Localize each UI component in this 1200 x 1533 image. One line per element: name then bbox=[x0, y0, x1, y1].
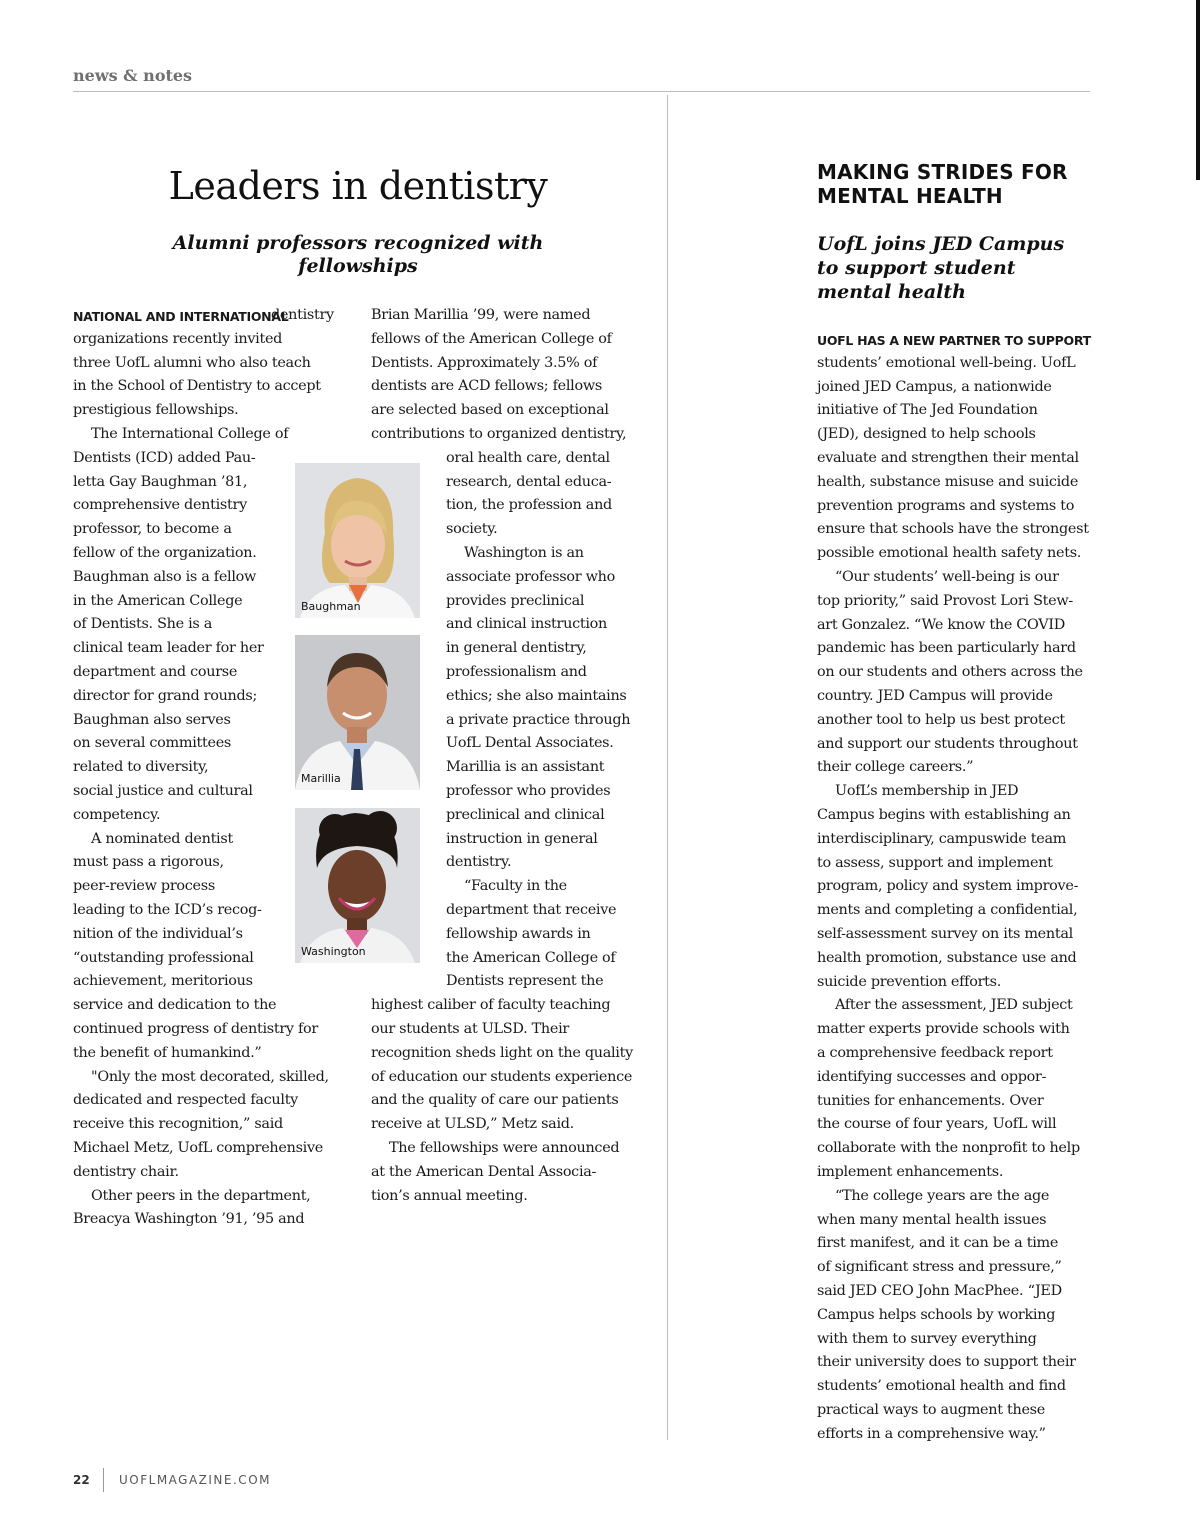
text-line: comprehensive dentistry bbox=[73, 497, 247, 514]
footer-site-link[interactable]: UOFLMAGAZINE.COM bbox=[119, 1473, 271, 1487]
text-line: tunities for enhancements. Over bbox=[817, 1092, 1044, 1109]
text-line: Dentists. Approximately 3.5% of bbox=[371, 354, 598, 371]
sidebar-deck: UofL joins JED Campus to support student mental health bbox=[817, 233, 1065, 303]
photo-caption: Washington bbox=[301, 945, 366, 958]
text-line: preclinical and clinical bbox=[446, 806, 605, 823]
text-line: self-assessment survey on its mental bbox=[817, 926, 1073, 942]
sidebar-title bbox=[817, 160, 1097, 208]
text-line: the course of four years, UofL will bbox=[817, 1116, 1057, 1133]
text-line: art Gonzalez. “We know the COVID bbox=[817, 616, 1065, 633]
text-line: matter experts provide schools with bbox=[817, 1021, 1070, 1038]
text-line: letta Gay Baughman ’81, bbox=[73, 473, 248, 490]
text-line: tion’s annual meeting. bbox=[371, 1187, 528, 1204]
text-line: ensure that schools have the strongest bbox=[817, 521, 1089, 538]
article-headline: Leaders in dentistry bbox=[168, 164, 548, 208]
footer-divider bbox=[103, 1468, 104, 1492]
text-line: our students at ULSD. Their bbox=[371, 1021, 569, 1037]
text-line: The fellowships were announced bbox=[389, 1140, 620, 1156]
text-line: competency. bbox=[73, 806, 161, 823]
text-line: health promotion, substance use and bbox=[817, 949, 1077, 966]
text-line: Other peers in the department, bbox=[91, 1187, 311, 1204]
text-line: dedicated and respected faculty bbox=[73, 1092, 299, 1109]
text-line: interdisciplinary, campuswide team bbox=[817, 830, 1067, 847]
text-line: their college careers.” bbox=[817, 759, 974, 776]
photo-caption: Baughman bbox=[301, 600, 361, 613]
text-line: of education our students experience bbox=[371, 1068, 633, 1085]
text-line: Campus helps schools by working bbox=[817, 1306, 1056, 1323]
text-line: Baughman also serves bbox=[73, 711, 231, 728]
text-line: service and dedication to the bbox=[73, 997, 277, 1014]
text-line: highest caliber of faculty teaching bbox=[371, 997, 611, 1014]
text-line: clinical team leader for her bbox=[73, 640, 264, 657]
text-line: continued progress of dentistry for bbox=[73, 1021, 318, 1037]
text-line: director for grand rounds; bbox=[73, 687, 258, 704]
text-line: social justice and cultural bbox=[73, 783, 253, 799]
text-line: peer-review process bbox=[73, 878, 215, 895]
text-line: health, substance misuse and suicide bbox=[817, 473, 1079, 490]
text-line: Dentists (ICD) added Pau- bbox=[73, 449, 256, 466]
article-deck: Alumni professors recognized with fellowships bbox=[172, 232, 544, 277]
text-line: when many mental health issues bbox=[817, 1211, 1047, 1228]
text-line: students’ emotional health and find bbox=[817, 1378, 1066, 1395]
text-line: prestigious fellowships. bbox=[73, 402, 239, 419]
text-line: recognition sheds light on the quality bbox=[371, 1044, 633, 1061]
text-line: implement enhancements. bbox=[817, 1164, 1004, 1180]
text-line: fellows of the American College of bbox=[371, 330, 612, 347]
text-line: associate professor who bbox=[446, 568, 615, 585]
text-line: After the assessment, JED subject bbox=[835, 997, 1073, 1014]
text-line: and the quality of care our patients bbox=[371, 1092, 619, 1109]
text-line: of Dentists. She is a bbox=[73, 616, 213, 633]
text-line: dentistry chair. bbox=[73, 1163, 179, 1180]
text-line: dentists are ACD fellows; fellows bbox=[371, 378, 602, 395]
text-line: UofL Dental Associates. bbox=[446, 735, 614, 752]
photo-caption: Marillia bbox=[301, 772, 341, 785]
text-line: department and course bbox=[73, 664, 238, 680]
text-line: initiative of The Jed Foundation bbox=[817, 402, 1038, 419]
text-line: “Faculty in the bbox=[464, 878, 567, 895]
text-line: Michael Metz, UofL comprehensive bbox=[73, 1140, 324, 1156]
top-rule bbox=[73, 91, 1090, 92]
text-line: “The college years are the age bbox=[835, 1187, 1050, 1204]
text-line: on several committees bbox=[73, 735, 231, 752]
lead-in: UOFL HAS A NEW PARTNER TO SUPPORT bbox=[817, 333, 1091, 348]
text-line: in general dentistry, bbox=[446, 640, 587, 657]
text-line: identifying successes and oppor- bbox=[817, 1068, 1047, 1085]
text-line: Campus begins with establishing an bbox=[817, 807, 1071, 823]
text-line: first manifest, and it can be a time bbox=[817, 1235, 1059, 1252]
portrait-marillia-image bbox=[295, 635, 420, 790]
text-line: department that receive bbox=[446, 902, 617, 918]
text-line: achievement, meritorious bbox=[73, 973, 253, 990]
text-line: the American College of bbox=[446, 949, 616, 966]
text-line: related to diversity, bbox=[73, 759, 209, 776]
text-line: A nominated dentist bbox=[91, 830, 233, 847]
text-line: the benefit of humankind.” bbox=[73, 1044, 262, 1061]
text-line: evaluate and strengthen their mental bbox=[817, 450, 1079, 466]
text-line: students’ emotional well-being. UofL bbox=[817, 354, 1076, 371]
text-line: UofL’s membership in JED bbox=[835, 783, 1019, 800]
text-line: Brian Marillia ’99, were named bbox=[371, 307, 591, 323]
text-line: oral health care, dental bbox=[446, 449, 610, 466]
text-line: receive this recognition,” said bbox=[73, 1116, 283, 1133]
text-line: must pass a rigorous, bbox=[73, 854, 224, 871]
text-line: and support our students throughout bbox=[817, 735, 1078, 752]
text-line: on our students and others across the bbox=[817, 664, 1083, 681]
text-line: Washington is an bbox=[464, 545, 584, 561]
text-line: “outstanding professional bbox=[73, 949, 254, 966]
text-line: possible emotional health safety nets. bbox=[817, 545, 1082, 562]
text-line: are selected based on exceptional bbox=[371, 402, 609, 419]
text-line: professor who provides bbox=[446, 783, 611, 799]
text-line: receive at ULSD,” Metz said. bbox=[371, 1116, 574, 1133]
text-line: in the School of Dentistry to accept bbox=[73, 378, 321, 395]
text-line: their university does to support their bbox=[817, 1354, 1076, 1371]
lead-in: NATIONAL AND INTERNATIONAL bbox=[73, 309, 289, 324]
text-line: collaborate with the nonprofit to help bbox=[817, 1140, 1080, 1157]
text-line: country. JED Campus will provide bbox=[817, 688, 1053, 704]
text-line: Marillia is an assistant bbox=[446, 759, 605, 776]
text-line: dentistry bbox=[271, 307, 334, 323]
text-line: research, dental educa- bbox=[446, 473, 612, 490]
text-line: to assess, support and implement bbox=[817, 854, 1053, 871]
text-line: tion, the profession and bbox=[446, 497, 612, 514]
text-line: “Our students’ well-being is our bbox=[835, 569, 1059, 585]
text-line: Breacya Washington ’91, ’95 and bbox=[73, 1211, 305, 1228]
text-line: ments and completing a confidential, bbox=[817, 902, 1078, 919]
photo-baughman bbox=[295, 463, 420, 618]
text-line: "Only the most decorated, skilled, bbox=[91, 1068, 329, 1085]
portrait-baughman-image bbox=[295, 463, 420, 618]
text-line: professionalism and bbox=[446, 664, 587, 680]
text-line: provides preclinical bbox=[446, 592, 585, 609]
text-line: a private practice through bbox=[446, 711, 631, 728]
text-line: The International College of bbox=[91, 426, 289, 442]
text-line: of significant stress and pressure,” bbox=[817, 1259, 1062, 1276]
photo-marillia bbox=[295, 635, 420, 790]
sidebar-title-line: MENTAL HEALTH bbox=[817, 184, 1003, 208]
text-line: a comprehensive feedback report bbox=[817, 1045, 1053, 1061]
text-line: fellow of the organization. bbox=[73, 545, 257, 561]
text-line: three UofL alumni who also teach bbox=[73, 354, 311, 371]
text-line: suicide prevention efforts. bbox=[817, 973, 1001, 990]
page-edge-bar bbox=[1196, 0, 1200, 180]
text-line: prevention programs and systems to bbox=[817, 497, 1075, 514]
text-line: Dentists represent the bbox=[446, 973, 604, 990]
sidebar-title-line: MAKING STRIDES FOR bbox=[817, 160, 1068, 184]
text-line: nition of the individual’s bbox=[73, 925, 243, 942]
section-label: news & notes bbox=[73, 66, 193, 85]
photo-washington bbox=[295, 808, 420, 963]
column-divider bbox=[667, 95, 668, 1440]
text-line: said JED CEO John MacPhee. “JED bbox=[817, 1283, 1062, 1299]
page-number: 22 bbox=[73, 1473, 90, 1487]
text-line: joined JED Campus, a nationwide bbox=[817, 378, 1052, 395]
text-line: program, policy and system improve- bbox=[817, 878, 1079, 895]
text-line: with them to survey everything bbox=[817, 1330, 1037, 1347]
text-line: efforts in a comprehensive way.” bbox=[817, 1425, 1046, 1442]
text-line: top priority,” said Provost Lori Stew- bbox=[817, 592, 1073, 609]
text-line: leading to the ICD’s recog- bbox=[73, 902, 262, 918]
text-line: another tool to help us best protect bbox=[817, 711, 1065, 728]
text-line: practical ways to augment these bbox=[817, 1402, 1045, 1418]
text-line: contributions to organized dentistry, bbox=[371, 426, 627, 442]
text-line: dentistry. bbox=[446, 854, 512, 871]
text-line: and clinical instruction bbox=[446, 616, 607, 633]
text-line: professor, to become a bbox=[73, 521, 232, 538]
text-line: in the American College bbox=[73, 592, 243, 609]
text-line: instruction in general bbox=[446, 830, 598, 847]
text-line: at the American Dental Associa- bbox=[371, 1163, 597, 1180]
text-line: society. bbox=[446, 521, 498, 538]
text-line: Baughman also is a fellow bbox=[73, 568, 257, 585]
text-line: pandemic has been particularly hard bbox=[817, 640, 1076, 657]
text-line: fellowship awards in bbox=[446, 925, 591, 942]
text-line: organizations recently invited bbox=[73, 330, 283, 347]
portrait-washington-image bbox=[295, 808, 420, 963]
text-line: ethics; she also maintains bbox=[446, 687, 627, 704]
text-line: (JED), designed to help schools bbox=[817, 426, 1036, 443]
